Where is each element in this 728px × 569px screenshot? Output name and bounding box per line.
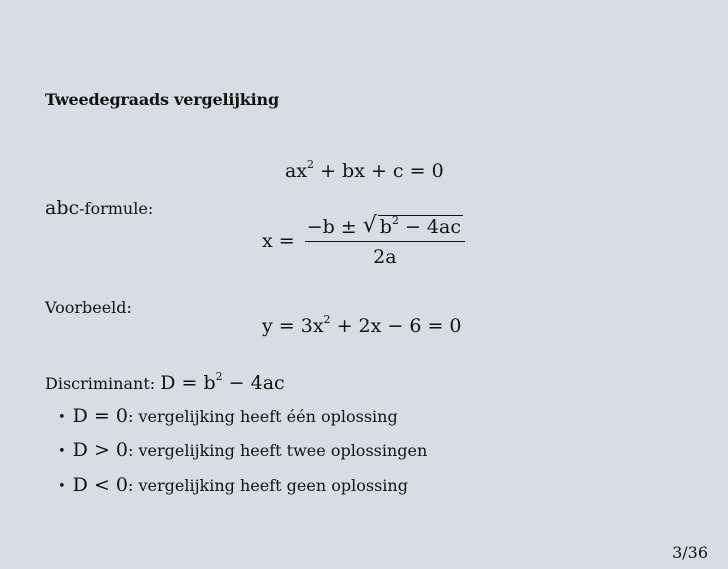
formula-numerator: [305, 213, 465, 242]
bullet-icon: •: [58, 410, 66, 425]
example-exponent: 2: [323, 313, 331, 326]
eq-rhs: + bx + c = 0: [314, 160, 444, 182]
sqrt-icon: √: [362, 213, 377, 238]
list-item: [58, 405, 398, 427]
radicand-rest: − 4ac: [398, 216, 461, 238]
eq-exponent: 2: [307, 158, 315, 171]
discriminant-label: Discriminant:: [45, 374, 156, 393]
case-text: : vergelijking heeft geen oplossing: [128, 476, 408, 495]
formula-x-eq: x =: [262, 229, 295, 252]
case-text: : vergelijking heeft één oplossing: [128, 407, 398, 426]
bullet-icon: •: [58, 479, 66, 494]
example-label: Voorbeeld:: [45, 298, 132, 317]
case-math: D < 0: [72, 474, 128, 496]
case-text: : vergelijking heeft twee oplossingen: [128, 441, 428, 460]
radicand-b: b: [379, 216, 392, 238]
eq-lhs: ax: [285, 160, 308, 182]
list-item: [58, 439, 427, 461]
case-math: D = 0: [72, 405, 128, 427]
quadratic-equation: [285, 160, 444, 182]
formula-fraction: [305, 213, 465, 268]
abc-var: abc: [45, 197, 80, 219]
radicand-exponent: 2: [391, 214, 399, 227]
numerator-pre: −b ±: [306, 216, 357, 238]
disc-exponent: 2: [215, 370, 223, 383]
radicand: [378, 215, 463, 238]
slide-title: Tweedegraads vergelijking: [45, 90, 279, 109]
disc-post: − 4ac: [222, 372, 285, 394]
example-pre: y = 3x: [262, 315, 324, 337]
abc-formula-label: [45, 197, 153, 219]
abc-label-text: -formule:: [79, 199, 154, 218]
discriminant-line: [45, 372, 285, 394]
list-item: [58, 474, 408, 496]
example-equation: [262, 315, 462, 337]
disc-pre: D = b: [160, 372, 216, 394]
bullet-icon: •: [58, 444, 66, 459]
discriminant-formula: [160, 372, 284, 394]
example-post: + 2x − 6 = 0: [330, 315, 462, 337]
page-number: 3/36: [672, 543, 708, 562]
formula-denominator: 2a: [373, 246, 397, 268]
abc-formula: [262, 213, 465, 268]
case-math: D > 0: [72, 439, 128, 461]
